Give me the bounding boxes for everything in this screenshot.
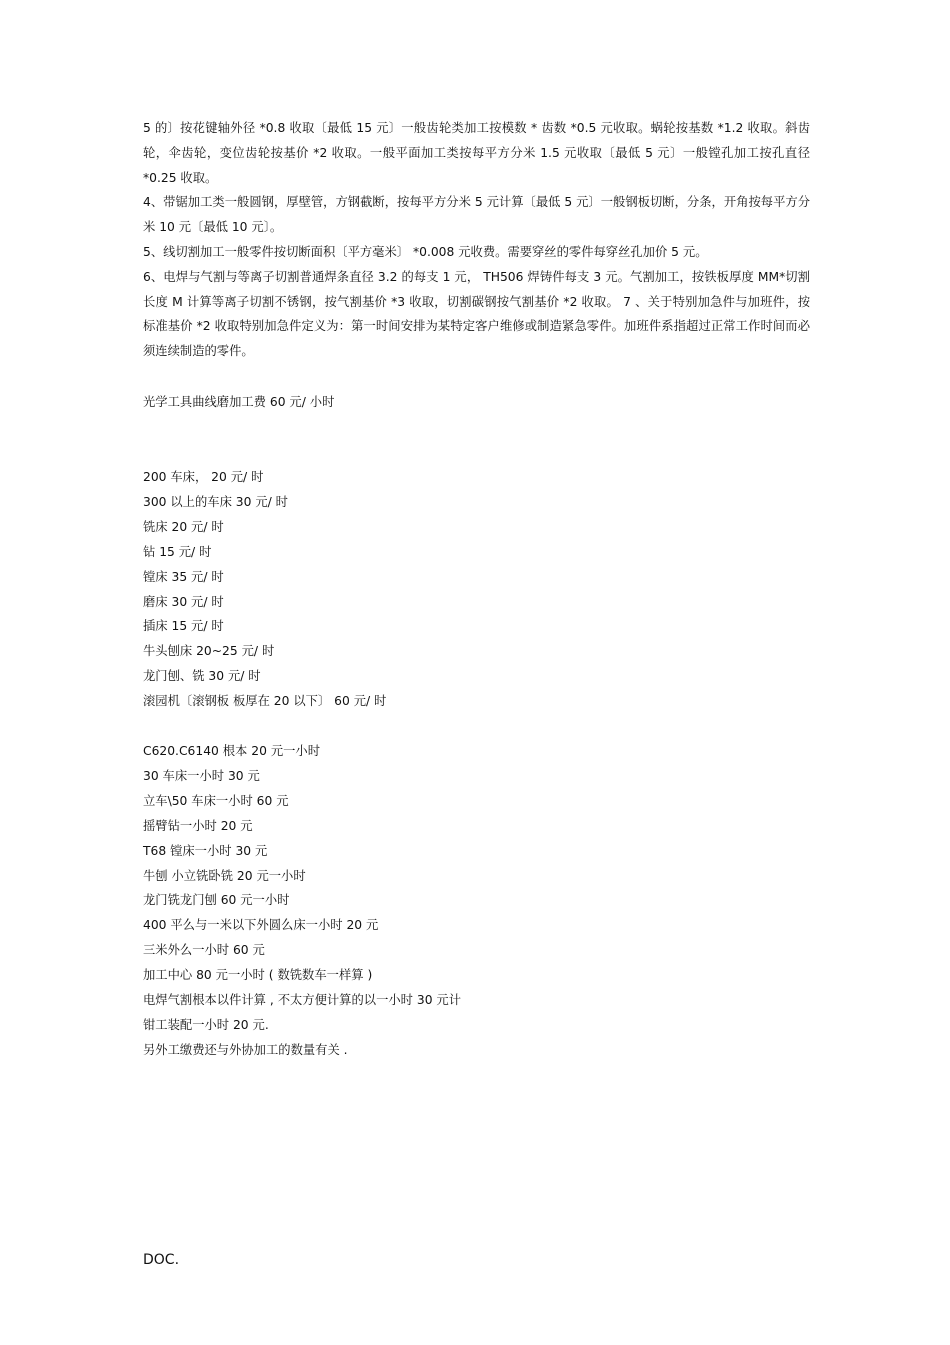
list-item: 另外工缴费还与外协加工的数量有关 . [143, 1042, 348, 1057]
list-item: 200 车床， 20 元/ 时 [143, 470, 264, 484]
list-item: 30 车床一小时 30 元 [143, 768, 260, 783]
machine-rate-list [143, 465, 386, 714]
list-item: 滚园机〔滚钢板 板厚在 20 以下〕 60 元/ 时 [143, 694, 387, 709]
list-item: 插床 15 元/ 时 [143, 619, 224, 634]
list-item: 加工中心 80 元一小时 ( 数铣数车一样算 ) [143, 968, 373, 983]
list-item: 龙门铣龙门刨 60 元一小时 [143, 893, 290, 908]
paragraph-band-saw: 4、带锯加工类一般圆钢，厚壁管，方钢截断，按每平方分米 5 元计算〔最低 5 元〕一般钢板切断，分条，开角按每平方分米 10 元〔最低 10 元〕。 [143, 195, 810, 235]
optical-grinding-rate: 光学工具曲线磨加工费 60 元/ 小时 [143, 395, 335, 409]
list-item: 摇臂钻一小时 20 元 [143, 818, 253, 833]
list-item: 牛刨 小立铣卧铣 20 元一小时 [143, 868, 306, 883]
list-item: 300 以上的车床 30 元/ 时 [143, 494, 288, 509]
list-item: 立车\50 车床一小时 60 元 [143, 793, 289, 808]
list-item: 磨床 30 元/ 时 [143, 594, 224, 609]
list-item: 钻 15 元/ 时 [143, 544, 212, 559]
list-item: 铣床 20 元/ 时 [143, 519, 224, 534]
list-item: 电焊气割根本以件计算 , 不太方便计算的以一小时 30 元计 [143, 993, 462, 1008]
pricing-paragraphs [143, 116, 810, 364]
hourly-rate-list [143, 739, 461, 1063]
list-item: C620.C6140 根本 20 元一小时 [143, 744, 321, 758]
footer-label: DOC. [143, 1252, 180, 1268]
list-item: 钳工装配一小时 20 元. [143, 1017, 269, 1032]
list-item: 400 平么与一米以下外圆么床一小时 20 元 [143, 918, 379, 933]
list-item: 龙门刨、铣 30 元/ 时 [143, 669, 261, 684]
paragraph-wire-cutting: 5、线切割加工一般零件按切断面积〔平方毫米〕 *0.008 元收费。需要穿丝的零件每穿丝孔加价 5 元。 [143, 244, 708, 259]
list-item: 三米外么一小时 60 元 [143, 943, 265, 958]
list-item: 镗床 35 元/ 时 [143, 569, 224, 584]
paragraph-welding-cutting: 6、电焊与气割与等离子切割普通焊条直径 3.2 的每支 1 元， TH506 焊铸件每支 3 元。气割加工，按铁板厚度 MM*切割长度 M 计算等离子切割不锈钢，按气割基价 *3 收取，切割碳钢按气割基价 *2 收取。 7 、关于特别加急件与加班件，按标准基价 *2 收取特别加急件定义为：第一时间安排为某特定客户维修或制造紧急零件。加班件系指超过正常工作时间而必须连续制造的零件。 [143, 269, 810, 359]
list-item: T68 镗床一小时 30 元 [143, 843, 268, 858]
list-item: 牛头刨床 20~25 元/ 时 [143, 644, 275, 659]
paragraph-gear-pricing: 5 的〕按花键轴外径 *0.8 收取〔最低 15 元〕一般齿轮类加工按模数 * 齿数 *0.5 元收取。蜗轮按基数 *1.2 收取。斜齿轮，伞齿轮，变位齿轮按基价 *2 收取。一般平面加工类按每平方分米 1.5 元收取〔最低 5 元〕一般镗孔加工按孔直径 *0.25 收取。 [143, 121, 810, 185]
